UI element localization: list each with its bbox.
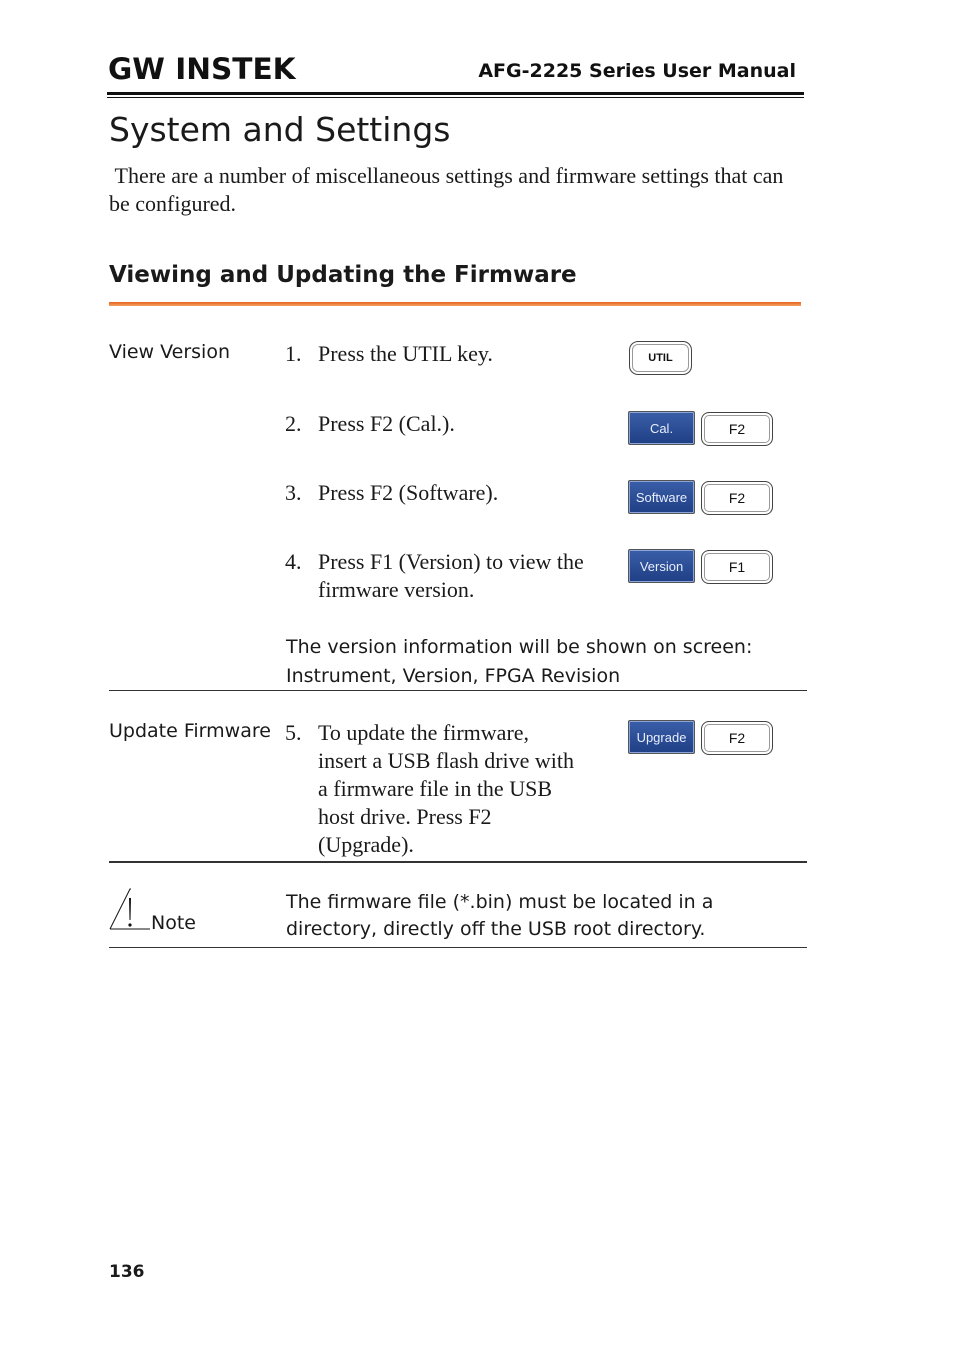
gw-instek-logo xyxy=(108,52,296,86)
page-number: 136 xyxy=(109,1262,145,1282)
step-number: 4. xyxy=(285,549,302,574)
f2-key: F2 xyxy=(701,721,773,755)
version-info-text: The version information will be shown on screen: Instrument, Version, FPGA Revision xyxy=(286,636,753,687)
section-title: Viewing and Updating the Firmware xyxy=(109,262,577,288)
intro-paragraph: There are a number of miscellaneous settings and firmware settings that can be configured. xyxy=(109,163,784,216)
table-divider xyxy=(109,861,807,863)
f2-key: F2 xyxy=(701,481,773,515)
logo-text: GW INSTEK xyxy=(108,52,296,86)
step-text: Press F2 (Software). xyxy=(318,480,499,505)
table-divider xyxy=(109,690,807,691)
cal-softkey: Cal. xyxy=(628,411,695,445)
step-text: Press F1 (Version) to view the firmware version. xyxy=(318,549,584,602)
version-softkey: Version xyxy=(628,549,695,583)
util-key: UTIL xyxy=(629,341,692,375)
step-text: Press the UTIL key. xyxy=(318,341,493,366)
header-rule-thin xyxy=(107,97,804,98)
step-number: 3. xyxy=(285,480,302,505)
table-divider xyxy=(109,947,807,948)
step-text: Press F2 (Cal.). xyxy=(318,411,455,436)
step-number: 5. xyxy=(285,720,302,745)
warning-icon xyxy=(109,888,151,930)
f1-key: F1 xyxy=(701,550,773,584)
step-number: 2. xyxy=(285,411,302,436)
software-softkey: Software xyxy=(628,480,695,514)
section-rule xyxy=(109,302,801,306)
page-title: System and Settings xyxy=(109,110,451,149)
step-text: To update the firmware, insert a USB flash drive with a firmware file in the USB host drive. Press F2 (Upgrade). xyxy=(318,720,575,857)
manual-title: AFG-2225 Series User Manual xyxy=(478,60,796,82)
note-text: The firmware file (*.bin) must be located in a directory, directly off the USB root directory. xyxy=(286,891,714,940)
f2-key: F2 xyxy=(701,412,773,446)
upgrade-softkey: Upgrade xyxy=(628,720,695,754)
step-number: 1. xyxy=(285,341,302,366)
note-label: Note xyxy=(151,912,196,934)
update-firmware-label: Update Firmware xyxy=(109,720,271,742)
header-rule xyxy=(107,92,804,95)
view-version-label: View Version xyxy=(109,341,230,363)
